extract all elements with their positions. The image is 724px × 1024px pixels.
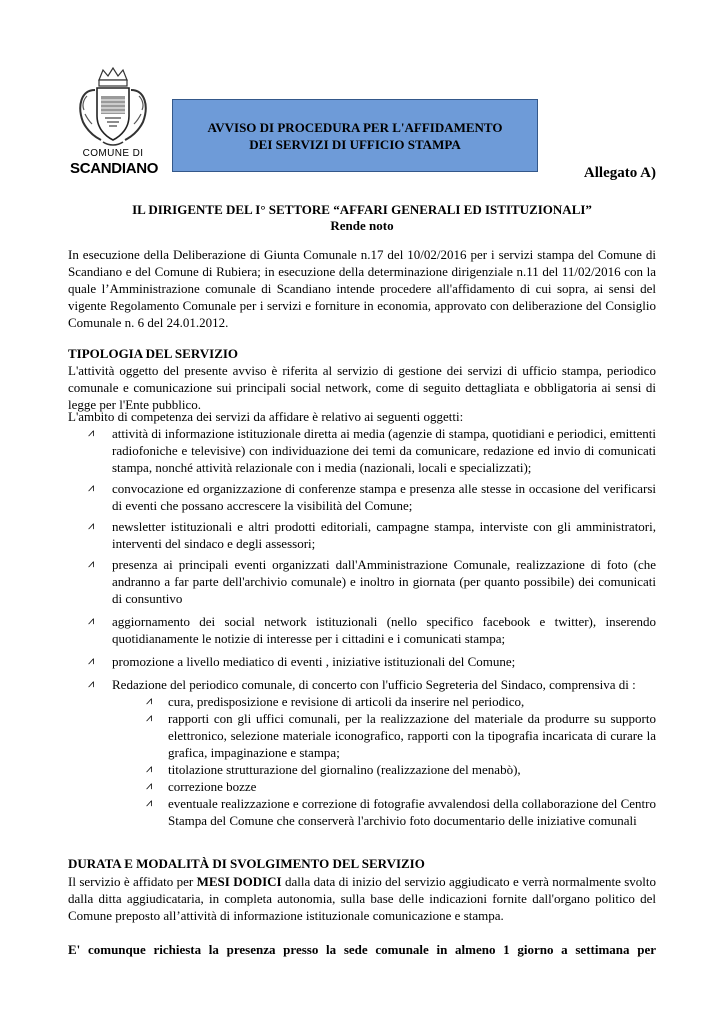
bullet-icon: ⩘ [88,655,95,667]
logo-line-2: SCANDIANO [70,160,159,177]
coat-of-arms-icon [73,66,153,146]
bullet-icon: ⩘ [88,558,95,570]
title-box [172,99,538,172]
bullet-icon: ⩘ [146,780,153,792]
intro-paragraph: In esecuzione della Deliberazione di Giunta Comunale n.17 del 10/02/2016 per i servizi stampa del Comune di Scandiano e del Comune di Rubiera; in esecuzione della determinazione dirigenziale n.11 del 11/02/2016 con la quale l’Amministrazione comunale di Scandiano intende procedere all'affidamento di cui sopra, ai sensi del vigente Regolamento Comunale per i servizi e forniture in economia, approvato con deliberazione del Consiglio Comunale n. 6 del 24.01.2012. [68,247,656,330]
comune-logo [70,66,159,178]
list-item: ⩘ rapporti con gli uffici comunali, per la realizzazione del materiale da produrre su supporto elettronico, selezione materiale iconografico, rapporti con la tipografia incaricata di curare la grafica, impaginazione e stampa; [146,711,656,760]
list-item: ⩘ eventuale realizzazione e correzione di fotografie avvalendosi della collaborazione del Centro Stampa del Comune che conserverà l'archivio foto documentario delle iniziative comunali [146,796,656,828]
section-durata-heading: DURATA E MODALITÀ DI SVOLGIMENTO DEL SERVIZIO [68,856,425,871]
bullet-icon: ⩘ [146,797,153,809]
list-item: ⩘ correzione bozze [146,779,257,794]
list-item: ⩘ cura, predisposizione e revisione di articoli da inserire nel periodico, [146,694,525,709]
bullet-icon: ⩘ [146,695,153,707]
periodico-subitems-list [146,693,656,829]
durata-months: MESI DODICI [196,874,282,889]
list-item: ⩘ attività di informazione istituzionale diretta ai media (agenzie di stampa, quotidiani e periodici, emittenti radiofoniche e televisive) con individuazione dei temi da comunicare, redazione ed invio di comunicati stampa, nonché attività relazionale con i media (nazionali, locali e specializzati); [88,426,657,475]
allegato-label: Allegato A) [583,165,656,181]
bullet-icon: ⩘ [146,763,153,775]
bullet-icon: ⩘ [88,615,95,627]
list-item: ⩘ convocazione ed organizzazione di conferenze stampa e presenza alle stesse in occasione del verificarsi di eventi che possano accrescere la visibilità del Comune; [88,481,656,513]
list-item: ⩘ titolazione strutturazione del giornalino (realizzazione del menabò), [146,762,521,777]
bullet-icon: ⩘ [146,712,153,724]
service-items-list [88,425,657,693]
bullet-icon: ⩘ [88,678,95,690]
presence-requirement: E' comunque richiesta la presenza presso la sede comunale in almeno 1 giorno a settimana per [68,942,656,957]
bullet-icon: ⩘ [88,482,95,494]
logo-line-1: COMUNE DI [82,148,144,159]
tipologia-paragraph-1: L'attività oggetto del presente avviso è riferita al servizio di gestione dei servizi di ufficio stampa, periodico comunale e comunicazione sui principali social network, come di seguito dettagliata e obbligatoria ai sensi di legge per l'Ente pubblico. [68,363,656,412]
rende-noto: Rende noto [330,218,394,233]
durata-paragraph: Il servizio è affidato per MESI DODICI dalla data di inizio del servizio aggiudicato e verrà normalmente svolto dalla ditta aggiudicataria, in completa autonomia, sulla base delle indicazioni fornite dall'organo politico del Comune preposto all’attività di informazione istituzionale comunicazione e stampa. [68,874,657,923]
list-item: ⩘ newsletter istituzionali e altri prodotti editoriali, campagne stampa, interviste con gli amministratori, interventi del sindaco e degli assessori; [88,519,656,551]
list-item: ⩘ presenza ai principali eventi organizzati dall'Amministrazione Comunale, realizzazione di foto (che andranno a far parte dell'archivio comunale) e inoltro in giornata (per quanto possibile) dei comunicati di consuntivo [88,557,656,606]
bullet-icon: ⩘ [88,520,95,532]
list-item: ⩘ aggiornamento dei social network istituzionali (nello specifico facebook e twitter), inserendo quotidianamente le notizie di interesse per i cittadini e i comunicati stampa; [88,614,656,646]
title-line-1: AVVISO DI PROCEDURA PER L'AFFIDAMENTO [207,119,503,135]
section-tipologia-heading: TIPOLOGIA DEL SERVIZIO [68,346,239,361]
list-item: ⩘ Redazione del periodico comunale, di concerto con l'ufficio Segreteria del Sindaco, comprensiva di : [88,677,636,692]
list-item: ⩘ promozione a livello mediatico di eventi , iniziative istituzionali del Comune; [88,654,516,669]
tipologia-paragraph-2: L'ambito di competenza dei servizi da affidare è relativo ai seguenti oggetti: [68,409,464,424]
title-line-2: DEI SERVIZI DI UFFICIO STAMPA [249,136,461,152]
dirigente-heading: IL DIRIGENTE DEL I° SETTORE “AFFARI GENERALI ED ISTITUZIONALI” [132,202,592,217]
bullet-icon: ⩘ [88,427,95,439]
